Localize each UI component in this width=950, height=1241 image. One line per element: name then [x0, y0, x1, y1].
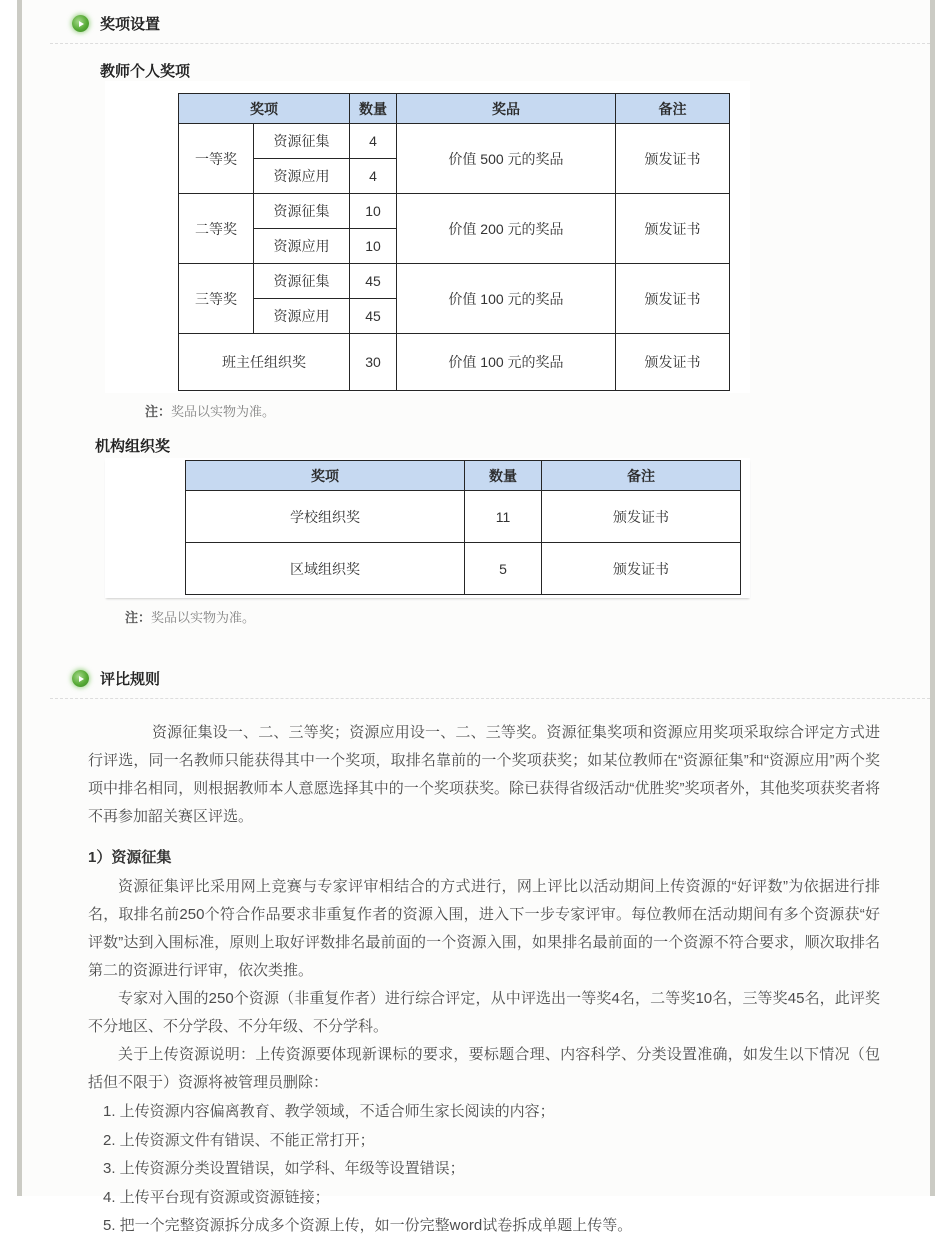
table-row: [186, 543, 741, 595]
list-item: 3. 上传资源分类设置错误，如学科、年级等设置错误；: [103, 1160, 465, 1177]
org-awards-heading: 机构组织奖: [95, 438, 171, 455]
col-header-prize: 奖品: [397, 94, 616, 124]
prize-cell: 价值 100 元的奖品: [397, 264, 616, 334]
awards-section-title: 奖项设置: [100, 16, 161, 33]
count-cell: 45: [350, 299, 397, 334]
award-name-cell: 区域组织奖: [186, 543, 465, 595]
org-awards-table: [185, 460, 741, 595]
rules-section-header: [50, 655, 930, 699]
remark-cell: 颁发证书: [616, 264, 730, 334]
remark-cell: 颁发证书: [542, 491, 741, 543]
count-cell: 30: [350, 334, 397, 391]
list-item: 5. 把一个完整资源拆分成多个资源上传，如一份完整word试卷拆成单题上传等。: [103, 1217, 633, 1234]
green-play-bullet-icon: [72, 15, 89, 32]
award-tier-cell: 三等奖: [179, 264, 254, 334]
green-play-bullet-icon: [72, 670, 89, 687]
table-row: [186, 491, 741, 543]
list-item: 4. 上传平台现有资源或资源链接；: [103, 1188, 330, 1206]
prize-cell: 价值 100 元的奖品: [397, 334, 616, 391]
count-cell: 45: [350, 264, 397, 299]
count-cell: 10: [350, 194, 397, 229]
count-cell: 4: [350, 159, 397, 194]
col-header-count: 数量: [465, 461, 542, 491]
note-text: 奖品以实物为准。: [171, 404, 276, 419]
remark-cell: 颁发证书: [616, 124, 730, 194]
teacher-awards-note: [145, 404, 930, 420]
category-cell: 资源征集: [254, 264, 350, 299]
category-cell: 资源应用: [254, 229, 350, 264]
org-awards-panel: [105, 458, 750, 598]
award-name-cell: 学校组织奖: [186, 491, 465, 543]
remark-cell: 颁发证书: [616, 194, 730, 264]
list-item: 2. 上传资源文件有错误、不能正常打开；: [103, 1131, 375, 1149]
org-awards-note: [125, 610, 930, 626]
category-cell: 资源应用: [254, 159, 350, 194]
rules-paragraph: 专家对入围的250个资源（非重复作者）进行综合评定，从中评选出一等奖4名，二等奖10名，三等奖45名，此评奖不分地区、不分学段、不分年级、不分学科。: [88, 990, 880, 1035]
remark-cell: 颁发证书: [616, 334, 730, 391]
note-label: 注：: [145, 404, 172, 419]
category-cell: 资源应用: [254, 299, 350, 334]
category-cell: 资源征集: [254, 124, 350, 159]
note-text: 奖品以实物为准。: [151, 610, 256, 625]
col-header-remark: 备注: [542, 461, 741, 491]
rules-paragraph: 资源征集评比采用网上竞赛与专家评审相结合的方式进行，网上评比以活动期间上传资源的“好评数”为依据进行排名，取排名前250个符合作品要求非重复作者的资源入围，进入下一步专家评审。每位教师在活动期间有多个资源获“好评数”达到入围标准，原则上取好评数排名最前面的一个资源入围，如果排名最前面的一个资源不符合要求，顺次取排名第二的资源进行评审，依次类推。: [88, 878, 880, 979]
category-cell: 资源征集: [254, 194, 350, 229]
award-tier-cell: 班主任组织奖: [179, 334, 350, 391]
rules-sub-heading: 1）资源征集: [88, 849, 172, 866]
rules-deletion-list: [88, 1098, 880, 1241]
rules-intro-paragraph: 资源征集设一、二、三等奖；资源应用设一、二、三等奖。资源征集奖项和资源应用奖项采取综合评定方式进行评选，同一名教师只能获得其中一个奖项，取排名靠前的一个奖项获奖；如某位教师在“资源征集”和“资源应用”两个奖项中排名相同，则根据教师本人意愿选择其中的一个奖项获奖。除已获得省级活动“优胜奖”奖项者外，其他奖项获奖者将不再参加韶关赛区评选。: [88, 724, 880, 825]
award-tier-cell: 二等奖: [179, 194, 254, 264]
note-label: 注：: [125, 610, 152, 625]
col-header-remark: 备注: [616, 94, 730, 124]
award-tier-cell: 一等奖: [179, 124, 254, 194]
table-header-row: [186, 461, 741, 491]
teacher-awards-heading: 教师个人奖项: [100, 63, 191, 80]
col-header-count: 数量: [350, 94, 397, 124]
count-cell: 5: [465, 543, 542, 595]
table-row: [179, 194, 730, 229]
prize-cell: 价值 200 元的奖品: [397, 194, 616, 264]
table-row: [179, 334, 730, 391]
teacher-awards-panel: [105, 81, 750, 393]
col-header-award: 奖项: [186, 461, 465, 491]
table-row: [179, 264, 730, 299]
awards-section-header: [50, 0, 930, 44]
page-right-rail: [930, 0, 935, 1196]
prize-cell: 价值 500 元的奖品: [397, 124, 616, 194]
rules-paragraph: 关于上传资源说明：上传资源要体现新课标的要求，要标题合理、内容科学、分类设置准确，如发生以下情况（包括但不限于）资源将被管理员删除：: [88, 1046, 880, 1091]
col-header-award: 奖项: [179, 94, 350, 124]
rules-section-title: 评比规则: [100, 671, 161, 688]
count-cell: 10: [350, 229, 397, 264]
table-header-row: [179, 94, 730, 124]
list-item: 1. 上传资源内容偏离教育、教学领域，不适合师生家长阅读的内容；: [103, 1103, 555, 1120]
table-row: [179, 124, 730, 159]
content-column: [22, 0, 930, 1234]
teacher-awards-table: [178, 93, 730, 391]
remark-cell: 颁发证书: [542, 543, 741, 595]
count-cell: 11: [465, 491, 542, 543]
count-cell: 4: [350, 124, 397, 159]
rules-body: [88, 719, 880, 1241]
